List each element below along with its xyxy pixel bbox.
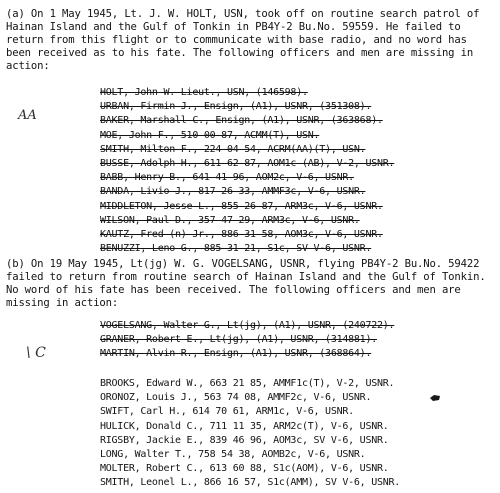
roster-entry: GRANER, Robert E., Lt(jg), (A1), USNR, (314881).	[100, 334, 377, 346]
roster-entry: SWIFT, Carl H., 614 70 61, ARM1c, V-6, USNR.	[100, 406, 354, 418]
roster-entry: BENUZZI, Leno G., 885 31 21, S1c, SV V-6, USNR.	[100, 243, 372, 255]
section-a-paragraph: (a) On 1 May 1945, Lt. J. W. HOLT, USN, took off on routine search patrol of Hainan Island and the Gulf of Tonkin in PB4Y-2 Bu.No. 59559. He failed to return from this flight or to communicate with base radio, and no word has been received as to his fate. The following officers and men are missing in action:	[6, 8, 486, 72]
section-b-paragraph: (b) On 19 May 1945, Lt(jg) W. G. VOGELSANG, USNR, flying PB4Y-2 Bu.No. 59422 failed to return from routine search of Hainan Island and the Gulf of Tonkin. No word of his fate has been received. The following officers and men are missing in action:	[6, 258, 492, 309]
roster-entry: BABB, Henry B., 641 41 96, AOM2c, V-6, USNR.	[100, 172, 354, 184]
roster-entry: MOE, John F., 510 00 87, ACMM(T), USN.	[100, 129, 320, 141]
roster-entry: BUSSE, Adolph H., 611 62 87, AOM1c (AB), V-2, USNR.	[100, 158, 395, 170]
roster-entry: LONG, Walter T., 758 54 38, AOMB2c, V-6, USNR.	[100, 449, 366, 461]
roster-entry: MARTIN, Alvin R., Ensign, (A1), USNR, (368864).	[100, 348, 372, 360]
roster-entry: KAUTZ, Fred (n) Jr., 886 31 58, AOM3c, V-6, USNR.	[100, 229, 383, 241]
section-b-officer-roster	[100, 319, 394, 362]
roster-entry: HOLT, John W. Lieut., USN, (146598).	[100, 87, 308, 98]
roster-entry: VOGELSANG, Walter G., Lt(jg), (A1), USNR, (240722).	[100, 320, 395, 331]
roster-entry: WILSON, Paul D., 357 47 29, ARM3c, V-6, USNR.	[100, 214, 360, 226]
roster-entry: RIGSBY, Jackie E., 839 46 96, AOM3c, SV V-6, USNR.	[100, 434, 389, 446]
roster-entry: URBAN, Firmin J., Ensign, (A1), USNR, (351308).	[100, 101, 372, 113]
roster-entry: SMITH, Milton F., 224 04 54, ACRM(AA)(T), USN.	[100, 143, 366, 155]
ink-blot-mark	[428, 393, 442, 403]
roster-entry: BAKER, Marshall C., Ensign, (A1), USNR, (363868).	[100, 115, 383, 127]
section-b-crew-roster	[100, 377, 400, 491]
roster-entry: SMITH, Leonel L., 866 16 57, S1c(AMM), SV V-6, USNR.	[100, 477, 401, 489]
roster-entry: MOLTER, Robert C., 613 60 88, S1c(AOM), V-6, USNR.	[100, 463, 389, 475]
handwritten-mark-aa: AA	[18, 108, 37, 123]
roster-entry: BANDA, Livio J., 817 26 33, AMMF3c, V-6, USNR.	[100, 186, 366, 198]
section-a-roster	[100, 86, 394, 256]
handwritten-mark-c: \ C	[26, 345, 46, 361]
roster-entry: ORONOZ, Louis J., 563 74 08, AMMF2c, V-6, USNR.	[100, 392, 372, 404]
roster-entry: BROOKS, Edward W., 663 21 85, AMMF1c(T), V-2, USNR.	[100, 378, 395, 389]
roster-entry: HULICK, Donald C., 711 11 35, ARM2c(T), V-6, USNR.	[100, 420, 389, 432]
roster-entry: MIDDLETON, Jesse L., 855 26 87, ARM3c, V-6, USNR.	[100, 200, 383, 212]
